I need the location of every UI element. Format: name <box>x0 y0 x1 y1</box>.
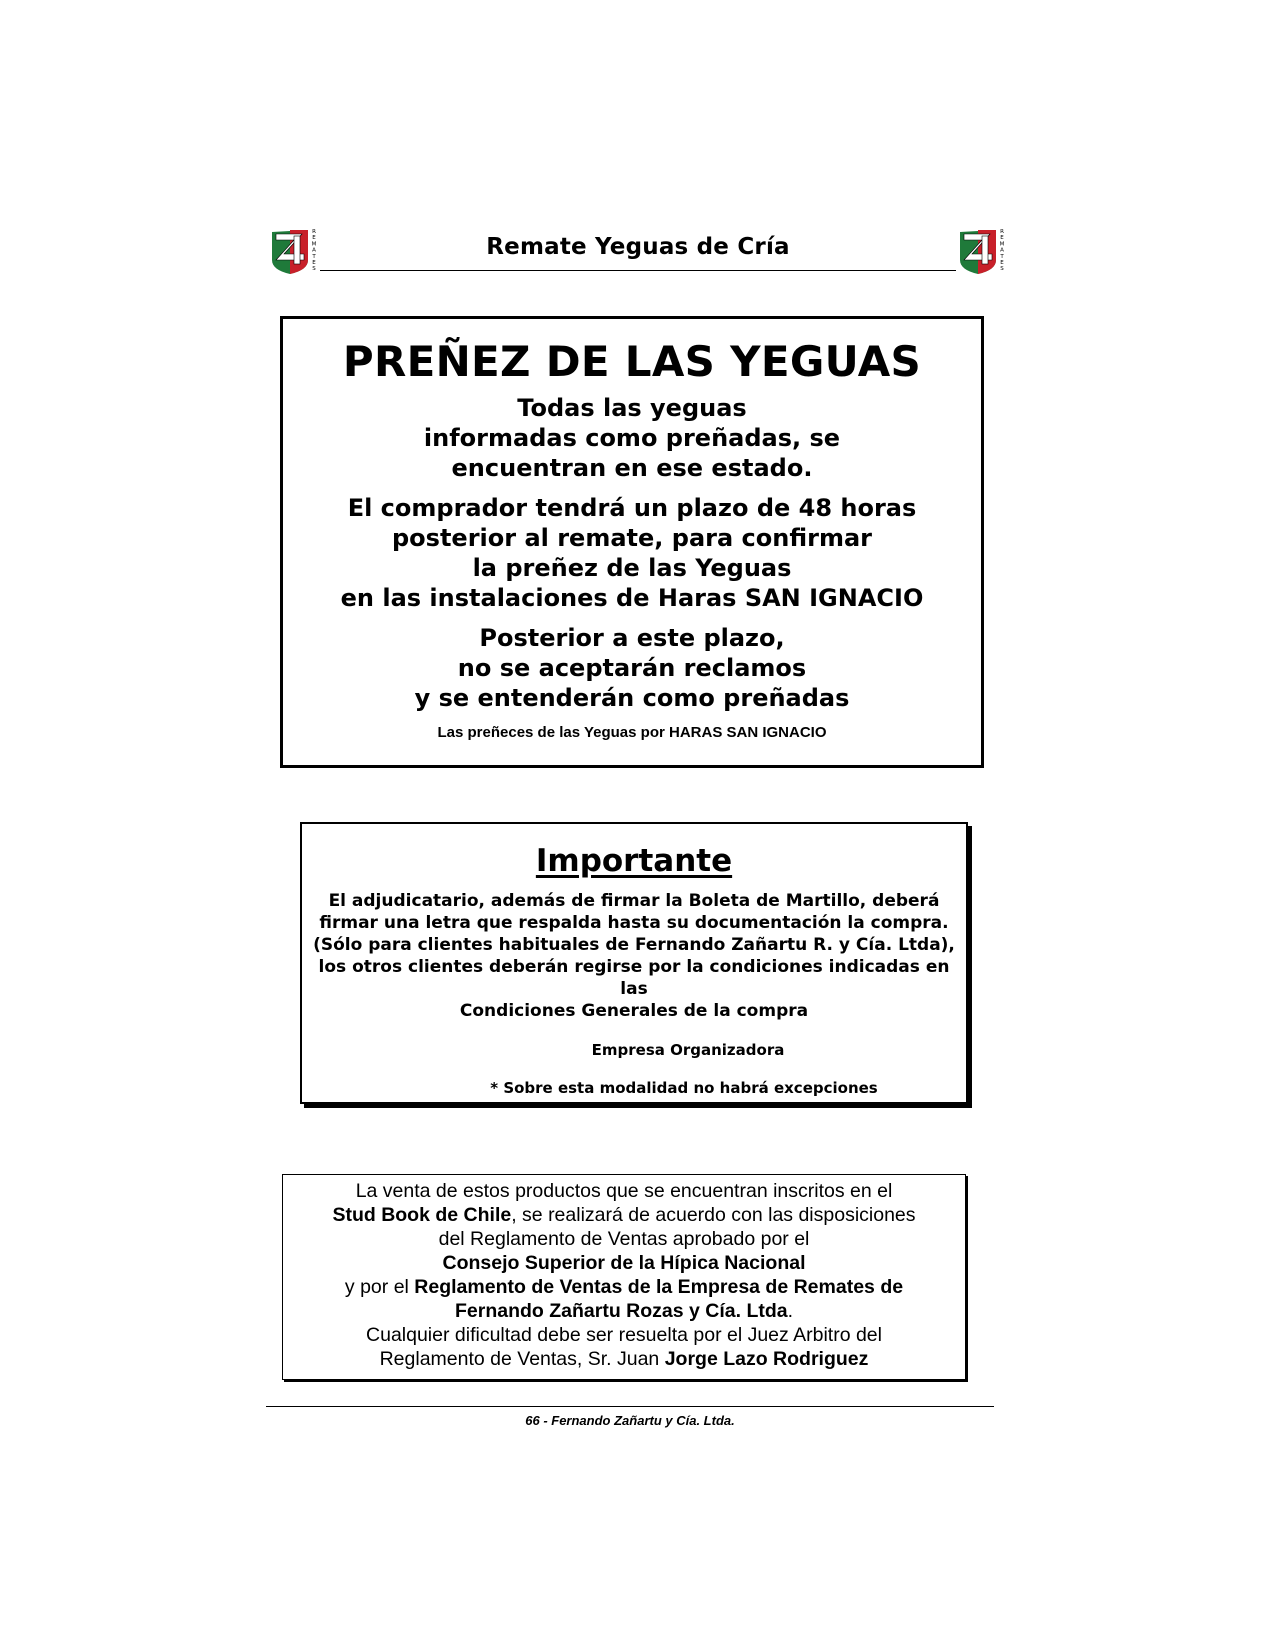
pregnancy-paragraph-1 <box>283 393 981 483</box>
text-line: firmar una letra que respalda hasta su documentación la compra. <box>319 913 949 933</box>
text-line: (Sólo para clientes habituales de Fernando Zañartu R. y Cía. Ltda), <box>313 935 955 955</box>
important-title: Importante <box>535 843 733 879</box>
important-body <box>302 890 966 1022</box>
text-line <box>283 1179 965 1203</box>
text-line: Condiciones Generales de la compra <box>459 1001 809 1021</box>
stud-book-name: Stud Book de Chile <box>332 1204 512 1226</box>
text-line <box>283 1251 965 1275</box>
text-line: posterior al remate, para confirmar <box>392 524 872 552</box>
organizer-label: Empresa Organizadora <box>591 1041 785 1059</box>
regulation-box <box>282 1174 966 1380</box>
logo-side-letter: A <box>312 247 316 254</box>
company-name: Fernando Zañartu Rozas y Cía. Ltda <box>454 1300 788 1322</box>
text-span: La venta de estos productos que se encuentran inscritos en el <box>355 1180 893 1202</box>
text-line <box>283 1299 965 1323</box>
zl-remates-logo-right <box>956 226 1008 276</box>
logo-side-letter: M <box>311 241 317 248</box>
page-footer: 66 - Fernando Zañartu y Cía. Ltda. <box>525 1413 735 1428</box>
text-span: Cualquier dificultad debe ser resuelta por el Juez Arbitro del <box>366 1324 882 1346</box>
header-title: Remate Yeguas de Cría <box>486 234 790 260</box>
logo-side-letter: E <box>312 260 316 266</box>
logo-side-letter: R <box>1000 229 1004 235</box>
page-header <box>268 226 1008 276</box>
council-name: Consejo Superior de la Hípica Nacional <box>442 1252 806 1274</box>
logo-side-letter: T <box>1000 253 1004 260</box>
text-line: Posterior a este plazo, <box>479 624 785 652</box>
logo-side-letter: T <box>312 253 316 260</box>
regulation-name: Reglamento de Ventas de la Empresa de Remates de <box>414 1276 904 1298</box>
text-line <box>283 1275 965 1299</box>
logo-side-letter: E <box>1000 260 1004 266</box>
logo-side-letter: E <box>1000 235 1004 242</box>
text-span: Reglamento de Ventas, Sr. Juan <box>379 1348 665 1370</box>
text-span: . <box>787 1300 794 1322</box>
pregnancy-heading: PREÑEZ DE LAS YEGUAS <box>342 337 922 386</box>
footer-rule <box>266 1406 994 1407</box>
pregnancy-notice-box <box>280 316 984 768</box>
text-line <box>283 1347 965 1371</box>
text-line: Todas las yeguas <box>517 394 747 422</box>
text-line <box>283 1227 965 1251</box>
text-line: la preñez de las Yeguas <box>472 554 792 582</box>
text-line: los otros clientes deberán regirse por la condiciones indicadas en las <box>318 957 950 999</box>
text-line: encuentran en ese estado. <box>451 454 813 482</box>
text-line: y se entenderán como preñadas <box>414 684 850 712</box>
logo-side-letter: A <box>1000 247 1004 254</box>
logo-side-letter: S <box>1000 266 1004 273</box>
text-line <box>283 1203 965 1227</box>
text-line <box>283 1323 965 1347</box>
header-rule <box>320 270 956 271</box>
text-line: informadas como preñadas, se <box>423 424 841 452</box>
logo-side-letter: M <box>999 241 1005 248</box>
pregnancy-paragraph-3 <box>283 623 981 713</box>
logo-side-letter: E <box>312 235 316 242</box>
no-exceptions-note: * Sobre esta modalidad no habrá excepciones <box>490 1079 878 1097</box>
text-span: del Reglamento de Ventas aprobado por el <box>438 1228 810 1250</box>
logo-side-letter: S <box>312 266 316 273</box>
pregnancy-paragraph-2 <box>283 493 981 613</box>
arbiter-name: Jorge Lazo Rodriguez <box>664 1348 869 1370</box>
text-span: y por el <box>344 1276 415 1298</box>
pregnancy-small-note: Las preñeces de las Yeguas por HARAS SAN IGNACIO <box>437 724 827 741</box>
text-span: , se realizará de acuerdo con las disposiciones <box>511 1204 916 1226</box>
important-box <box>300 822 968 1104</box>
text-line: El comprador tendrá un plazo de 48 horas <box>347 494 917 522</box>
logo-side-letter: R <box>312 229 316 235</box>
text-line: no se aceptarán reclamos <box>457 654 807 682</box>
text-line: en las instalaciones de Haras SAN IGNACIO <box>340 584 924 612</box>
text-line: El adjudicatario, además de firmar la Boleta de Martillo, deberá <box>328 891 940 911</box>
